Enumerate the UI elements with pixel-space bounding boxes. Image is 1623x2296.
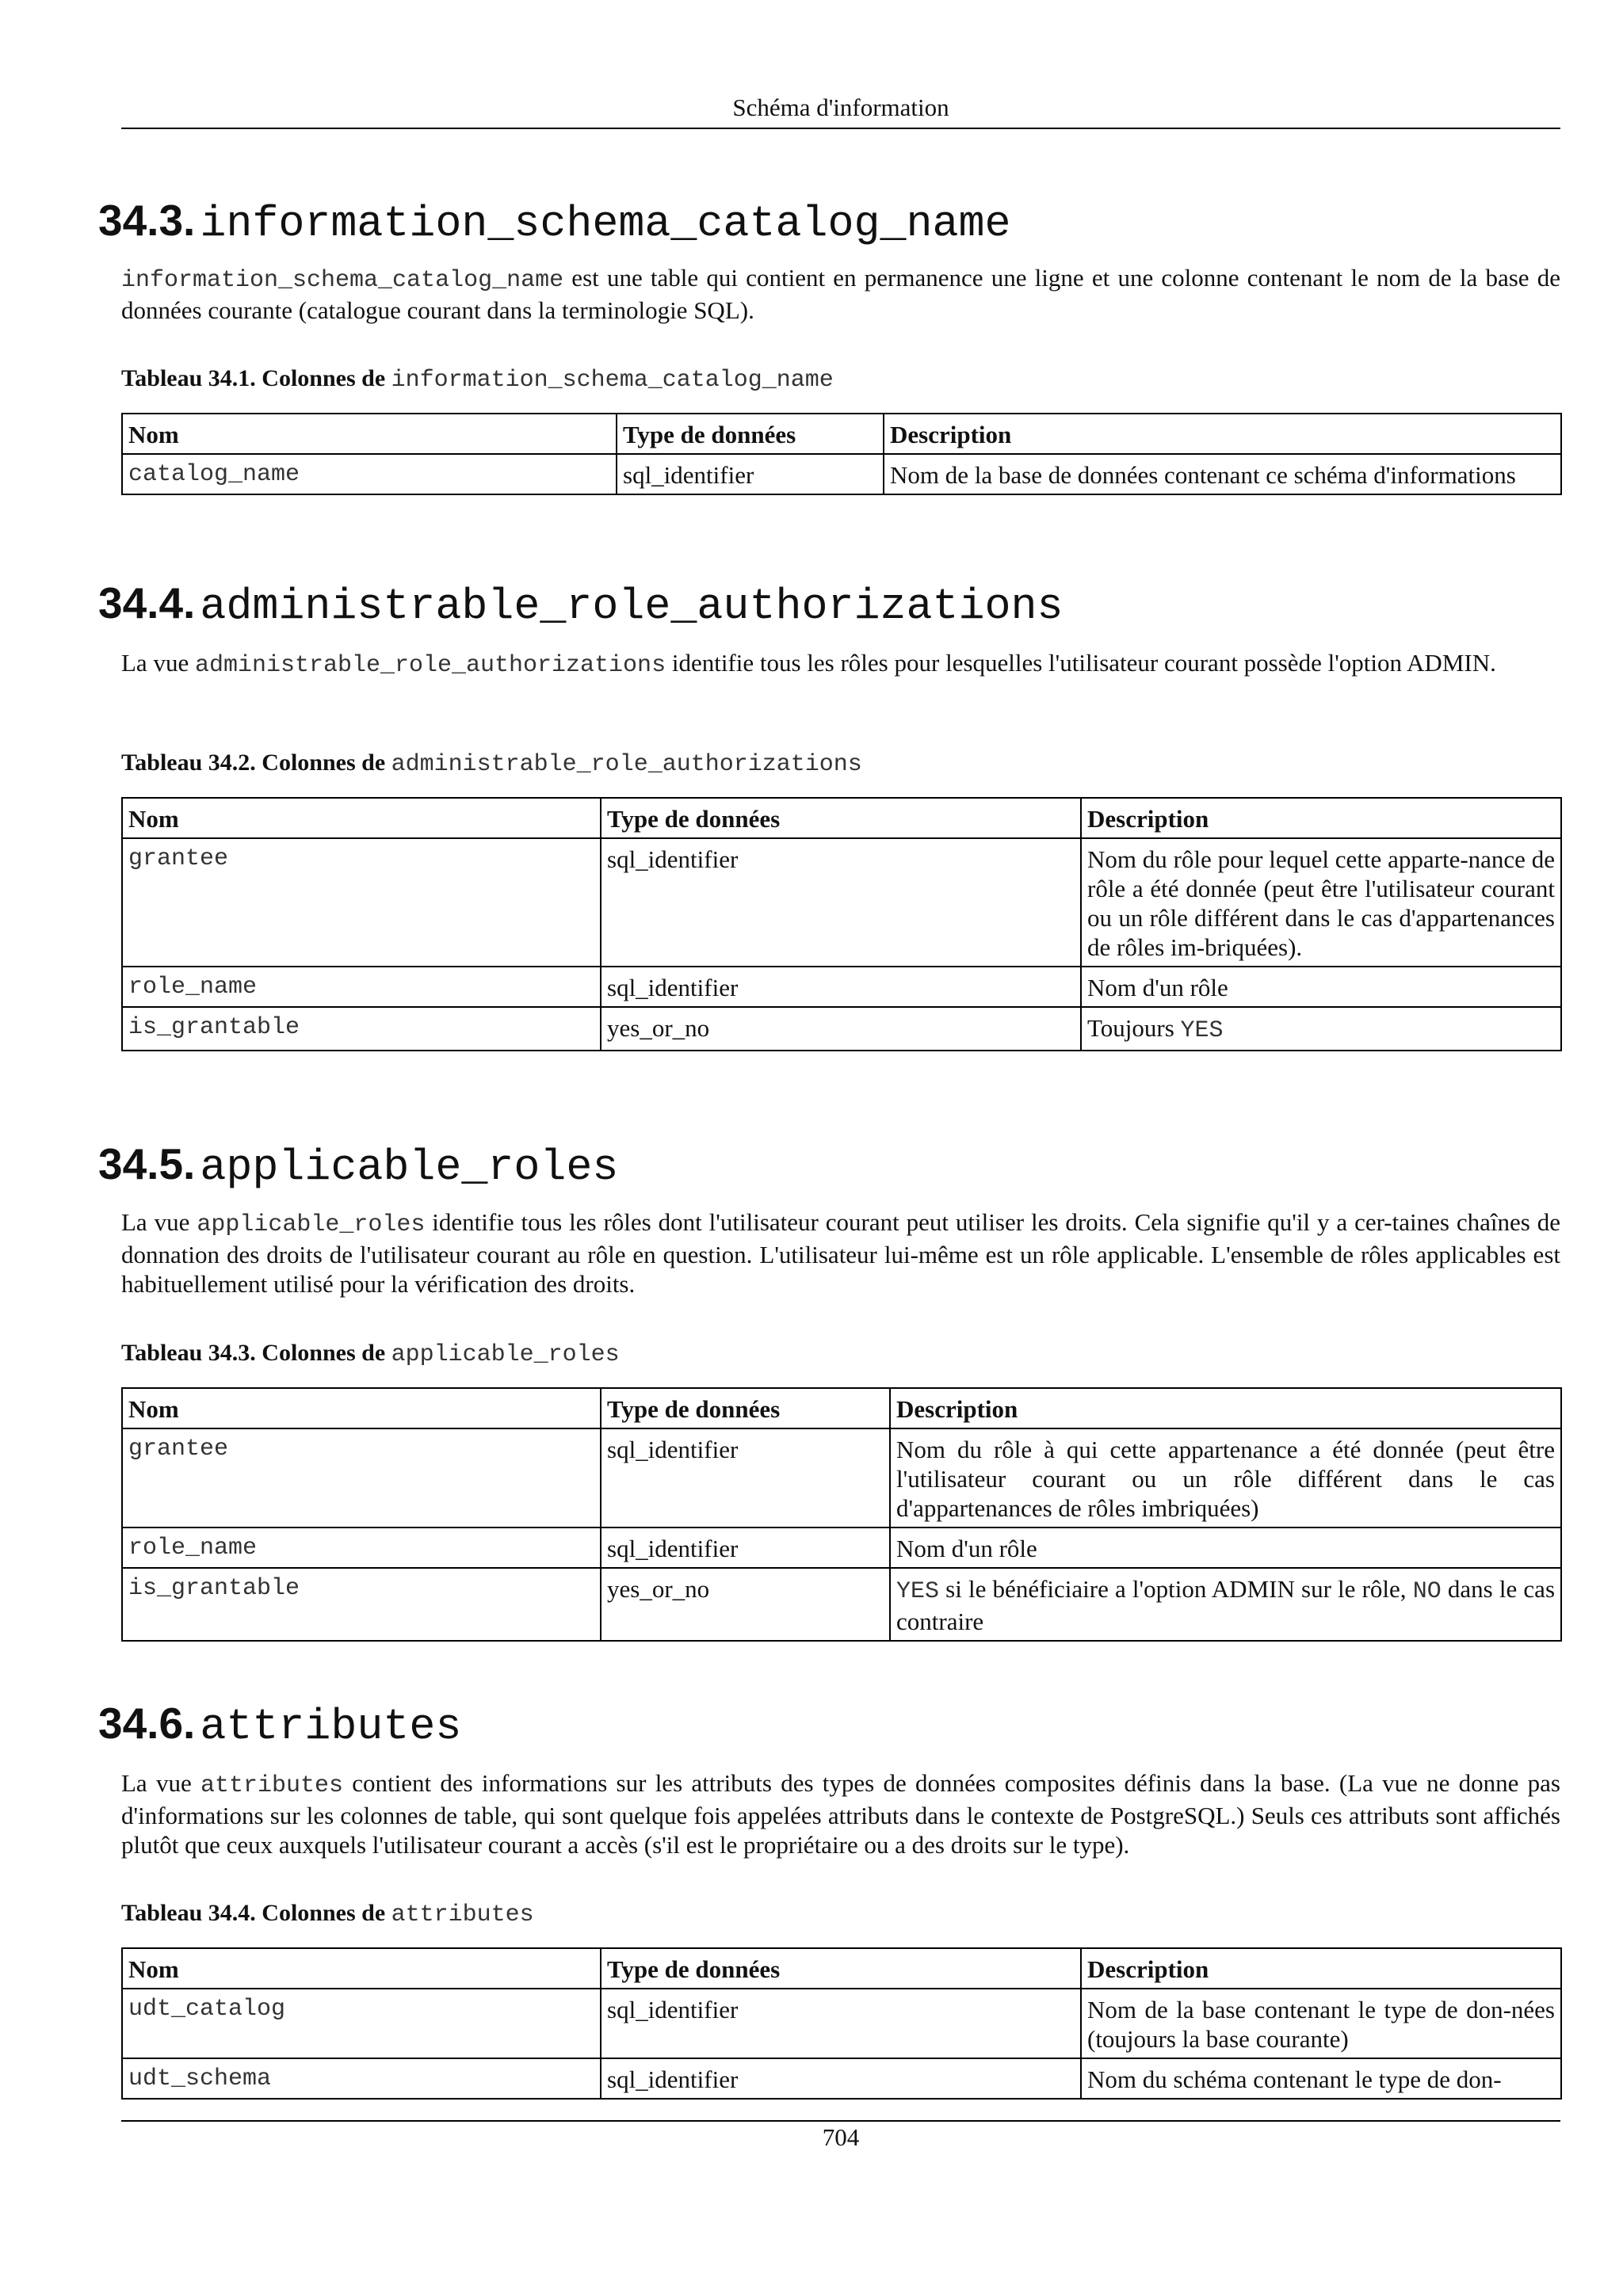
cell-name: udt_schema [122,2058,601,2099]
column-header: Description [1081,798,1561,838]
table-header-row [122,798,1561,838]
table-header-row [122,1948,1561,1989]
section-title-34-6 [98,1698,461,1752]
cell-type: yes_or_no [601,1568,890,1641]
intro-code: attributes [200,1772,343,1799]
intro-code: administrable_role_authorizations [194,652,666,679]
caption-label: Tableau 34.3. Colonnes de [121,1340,391,1366]
caption-code: administrable_role_authorizations [391,751,862,778]
intro-text: identifie tous les rôles dont l'utilisateur courant peut utiliser les droits. Cela signifie qu'il y a cer-taines chaînes de donnation des droits de l'utilisateur courant au rôle en question. L'utilisateur lui-même est un rôle applicable. L'ensemble de rôles applicables est habituellement utilisé pour la vérification des droits. [121,1208,1560,1298]
intro-text: identifie tous les rôles pour lesquelles l'utilisateur courant possède l'option ADMIN. [666,649,1496,677]
cell-description: Nom de la base contenant le type de don-nées (toujours la base courante) [1081,1989,1561,2058]
section-number: 34.4. [98,578,196,627]
section-number: 34.3. [98,196,196,245]
cell-name: is_grantable [122,1568,601,1641]
caption-code: attributes [391,1901,534,1928]
cell-type: sql_identifier [601,1527,890,1568]
desc-code: YES [1180,1017,1224,1044]
cell-type: sql_identifier [601,1428,890,1527]
column-header: Nom [122,798,601,838]
cell-description: Nom d'un rôle [890,1527,1561,1568]
section-intro [121,1768,1560,1859]
table-row [122,1428,1561,1527]
column-header: Description [890,1388,1561,1428]
table-header-row [122,1388,1561,1428]
column-header: Nom [122,1948,601,1989]
desc-text: Toujours [1087,1014,1181,1042]
cell-name: role_name [122,967,601,1007]
section-intro [121,263,1560,325]
cell-name: catalog_name [122,454,617,494]
cell-type: sql_identifier [617,454,884,494]
section-code-title: applicable_roles [200,1142,619,1192]
cell-description [1081,1007,1561,1051]
column-header: Type de données [601,798,1081,838]
table-row [122,1527,1561,1568]
cell-description: Nom du schéma contenant le type de don- [1081,2058,1561,2099]
cell-type: sql_identifier [601,967,1081,1007]
section-code-title: attributes [200,1702,462,1752]
section-title-34-3 [98,195,1011,249]
cell-description: Nom du rôle à qui cette appartenance a été donnée (peut être l'utilisateur courant ou un rôle différent dans le cas d'appartenances de rôles imbriquées) [890,1428,1561,1527]
intro-text: contient des informations sur les attributs des types de données composites définis dans la base. (La vue ne donne pas d'informations sur les colonnes de table, qui sont quelque fois appelées attributs dans le contexte de PostgreSQL.) Seuls ces attributs sont affichés plutôt que ceux auxquels l'utilisateur courant a accès (s'il est le propriétaire ou a des droits sur le type). [121,1769,1560,1859]
intro-text: La vue [121,1769,200,1797]
column-header: Type de données [617,414,884,454]
cell-type: sql_identifier [601,838,1081,967]
intro-text: La vue [121,649,195,677]
columns-table-34-4 [121,1947,1562,2100]
cell-type: sql_identifier [601,1989,1081,2058]
cell-description: Nom d'un rôle [1081,967,1561,1007]
column-header: Nom [122,414,617,454]
cell-name: is_grantable [122,1007,601,1051]
cell-name: grantee [122,1428,601,1527]
table-header-row [122,414,1561,454]
column-header: Description [884,414,1561,454]
section-intro [121,1207,1560,1299]
intro-code: information_schema_catalog_name [121,267,564,294]
table-caption [121,1340,620,1368]
cell-type: sql_identifier [601,2058,1081,2099]
cell-name: role_name [122,1527,601,1568]
intro-text: est une table qui contient en permanence une ligne et une colonne contenant le nom de la base de données courante (catalogue courant dans la terminologie SQL). [121,264,1560,324]
table-row [122,2058,1561,2099]
columns-table-34-3 [121,1387,1562,1642]
table-caption [121,365,834,394]
cell-description: Nom du rôle pour lequel cette apparte-nance de rôle a été donnée (peut être l'utilisateur courant ou un rôle différent dans le cas d'appartenances de rôles im-briquées). [1081,838,1561,967]
column-header: Description [1081,1948,1561,1989]
section-number: 34.6. [98,1699,196,1748]
section-code-title: administrable_role_authorizations [200,582,1064,631]
section-number: 34.5. [98,1139,196,1188]
caption-label: Tableau 34.2. Colonnes de [121,749,391,776]
cell-type: yes_or_no [601,1007,1081,1051]
column-header: Nom [122,1388,601,1428]
cell-name: udt_catalog [122,1989,601,2058]
intro-code: applicable_roles [197,1211,426,1238]
table-row [122,1007,1561,1051]
caption-code: information_schema_catalog_name [391,367,834,394]
caption-label: Tableau 34.1. Colonnes de [121,365,391,391]
section-title-34-4 [98,578,1064,631]
table-caption [121,1900,534,1928]
page-number: 704 [822,2123,860,2151]
cell-description [890,1568,1561,1641]
section-title-34-5 [98,1138,618,1192]
table-row [122,1989,1561,2058]
cell-description: Nom de la base de données contenant ce schéma d'informations [884,454,1561,494]
column-header: Type de données [601,1388,890,1428]
column-header: Type de données [601,1948,1081,1989]
table-row [122,838,1561,967]
section-code-title: information_schema_catalog_name [200,199,1011,249]
cell-name: grantee [122,838,601,967]
columns-table-34-1 [121,413,1562,495]
columns-table-34-2 [121,797,1562,1051]
caption-code: applicable_roles [391,1341,620,1368]
desc-code: YES [896,1578,940,1605]
running-header: Schéma d'information [732,93,949,121]
table-row [122,1568,1561,1641]
section-intro [121,648,1560,681]
footer-rule [121,2120,1560,2122]
table-row [122,967,1561,1007]
table-row [122,454,1561,494]
caption-label: Tableau 34.4. Colonnes de [121,1900,391,1926]
desc-text: si le bénéficiaire a l'option ADMIN sur le rôle, [939,1575,1413,1603]
intro-text: La vue [121,1208,197,1236]
desc-text: dans le cas contraire [896,1575,1556,1635]
table-caption [121,749,862,778]
desc-code: NO [1412,1578,1442,1605]
header-rule [121,128,1560,129]
